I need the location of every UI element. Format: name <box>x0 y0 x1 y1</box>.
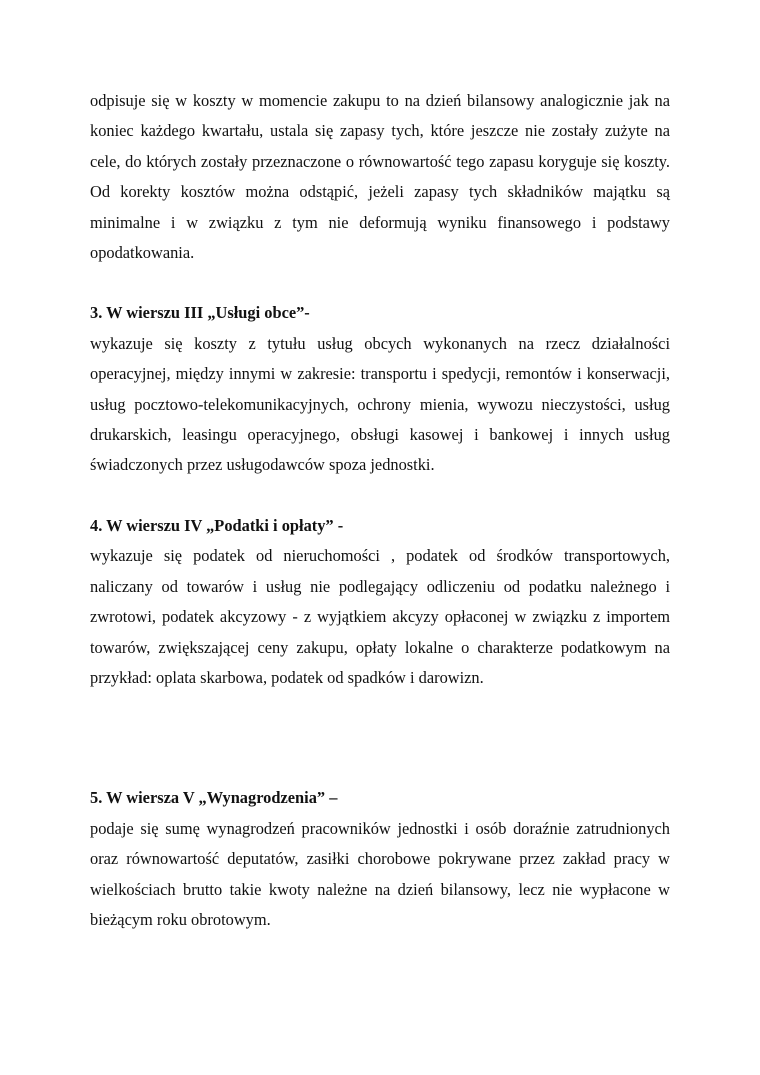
section-4-body: wykazuje się podatek od nieruchomości , podatek od środków transportowych, naliczany od towarów i usług nie podlegający odliczeniu od podatku należnego i zwrotowi, podatek akcyzowy - z wyjątkiem akcyzy opłaconej w związku z importem towarów, zwiększającej ceny zakupu, opłaty lokalne o charakterze podatkowym na przykład: oplata skarbowa, podatek od spadków i darowizn. <box>90 546 670 687</box>
document-page <box>90 86 670 935</box>
section-4-heading: 4. W wierszu IV „Podatki i opłaty” - <box>90 515 344 535</box>
section-3 <box>90 298 670 480</box>
intro-paragraph: odpisuje się w koszty w momencie zakupu to na dzień bilansowy analogicznie jak na koniec każdego kwartału, ustala się zapasy tych, które jeszcze nie zostały zużyte na cele, do których zostały przeznaczone o równowartość tego zapasu koryguje się koszty. Od korekty kosztów można odstąpić, jeżeli zapasy tych składników majątku są minimalne i w związku z tym nie deformują wyniku finansowego i podstawy opodatkowania. <box>90 91 670 263</box>
section-3-body: wykazuje się koszty z tytułu usług obcych wykonanych na rzecz działalności operacyjnej, między innymi w zakresie: transportu i spedycji, remontów i konserwacji, usług pocztowo-telekomunikacyjnych, ochrony mienia, wywozu nieczystości, usług drukarskich, leasingu operacyjnego, obsługi kasowej i bankowej i innych usług świadczonych przez usługodawców spoza jednostki. <box>90 333 670 475</box>
section-5-body: podaje się sumę wynagrodzeń pracowników jednostki i osób doraźnie zatrudnionych oraz równowartość deputatów, zasiłki chorobowe pokrywane przez zakład pracy w wielkościach brutto takie kwoty należne na dzień bilansowy, lecz nie wypłacone w bieżącym roku obrotowym. <box>90 818 670 929</box>
section-5 <box>90 783 670 935</box>
section-5-heading: 5. W wiersza V „Wynagrodzenia” – <box>90 788 338 808</box>
section-4 <box>90 511 670 693</box>
section-3-heading: 3. W wierszu III „Usługi obce”- <box>90 303 310 323</box>
